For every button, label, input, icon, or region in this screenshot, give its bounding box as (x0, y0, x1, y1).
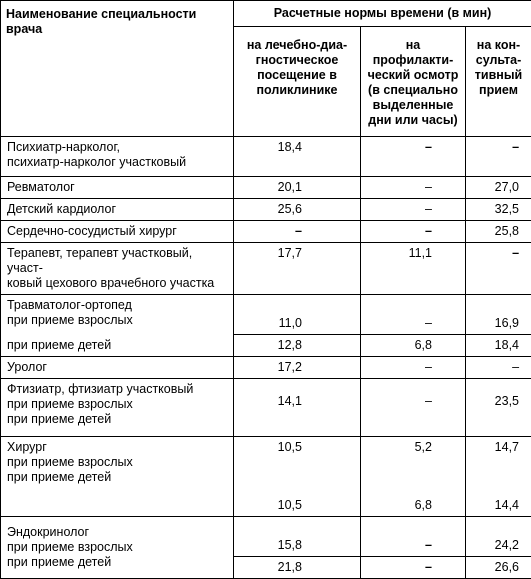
cell-value: 17,7 (234, 243, 361, 295)
table-row (1, 379, 531, 437)
cell-value: 25,6 (234, 199, 361, 221)
table-row (1, 295, 531, 335)
cell-value: – (361, 516, 466, 556)
cell-value: 32,5 (466, 199, 531, 221)
cell-value: 11,1 (361, 243, 466, 295)
header-time-norms: Расчетные нормы времени (в мин) (234, 1, 531, 27)
cell-value: 18,4 (466, 335, 531, 357)
cell-value: 23,5 (466, 379, 531, 437)
row-name-therapist: Терапевт, терапевт участковый, участ- ковый цехового врачебного участка (1, 243, 234, 295)
table-row (1, 243, 531, 295)
cell-value: 12,8 (234, 335, 361, 357)
cell-value: – (466, 137, 531, 177)
header-col-diagnostic-visit: на лечебно-диа- гностическое посещение в поликлинике (234, 27, 361, 137)
cell-value: – (361, 357, 466, 379)
cell-value: – (361, 199, 466, 221)
cell-value: 27,0 (466, 177, 531, 199)
cell-value: 24,2 (466, 516, 531, 556)
row-name-cardiovascular-surgeon: Сердечно-сосудистый хирург (1, 221, 234, 243)
row-name-psychiatrist-narcologist: Психиатр-нарколог, психиатр-нарколог участковый (1, 137, 234, 177)
cell-value: – (361, 556, 466, 578)
cell-value: – (466, 357, 531, 379)
cell-value: 6,8 (361, 335, 466, 357)
header-col-consultation: на кон- сульта- тивный прием (466, 27, 531, 137)
row-name-children: при приеме детей (1, 335, 234, 357)
table-row (1, 199, 531, 221)
cell-value: 10,5 (234, 495, 361, 517)
cell-value: 17,2 (234, 357, 361, 379)
cell-value: – (361, 221, 466, 243)
row-name-rheumatologist: Ревматолог (1, 177, 234, 199)
cell-value: 15,8 (234, 516, 361, 556)
table-row (1, 357, 531, 379)
table-row (1, 221, 531, 243)
cell-value: 18,4 (234, 137, 361, 177)
cell-value: 14,1 (234, 379, 361, 437)
table-row (1, 177, 531, 199)
table-row (1, 437, 531, 495)
cell-value: – (361, 295, 466, 335)
row-name-endocrinologist: Эндокринолог при приеме взрослых при приеме детей (1, 516, 234, 578)
row-name-surgeon: Хирург при приеме взрослых при приеме детей (1, 437, 234, 517)
cell-value: – (234, 221, 361, 243)
cell-value: 6,8 (361, 495, 466, 517)
cell-value: 14,4 (466, 495, 531, 517)
header-specialty: Наименование специальности врача (1, 1, 234, 137)
cell-value: – (361, 379, 466, 437)
cell-value: 20,1 (234, 177, 361, 199)
cell-value: 10,5 (234, 437, 361, 495)
cell-value: – (361, 177, 466, 199)
table-row (1, 335, 531, 357)
cell-value: 11,0 (234, 295, 361, 335)
row-name-traumatologist: Травматолог-ортопед при приеме взрослых (1, 295, 234, 335)
row-name-pediatric-cardiologist: Детский кардиолог (1, 199, 234, 221)
table-row (1, 516, 531, 556)
row-name-phthisiatrician: Фтизиатр, фтизиатр участковый при приеме взрослых при приеме детей (1, 379, 234, 437)
header-col-preventive-exam: на профилакти- ческий осмотр (в специально выделенные дни или часы) (361, 27, 466, 137)
cell-value: 26,6 (466, 556, 531, 578)
table-row (1, 137, 531, 177)
cell-value: – (361, 137, 466, 177)
cell-value: 14,7 (466, 437, 531, 495)
cell-value: 21,8 (234, 556, 361, 578)
cell-value: 5,2 (361, 437, 466, 495)
row-name-urologist: Уролог (1, 357, 234, 379)
cell-value: – (466, 243, 531, 295)
cell-value: 16,9 (466, 295, 531, 335)
cell-value: 25,8 (466, 221, 531, 243)
